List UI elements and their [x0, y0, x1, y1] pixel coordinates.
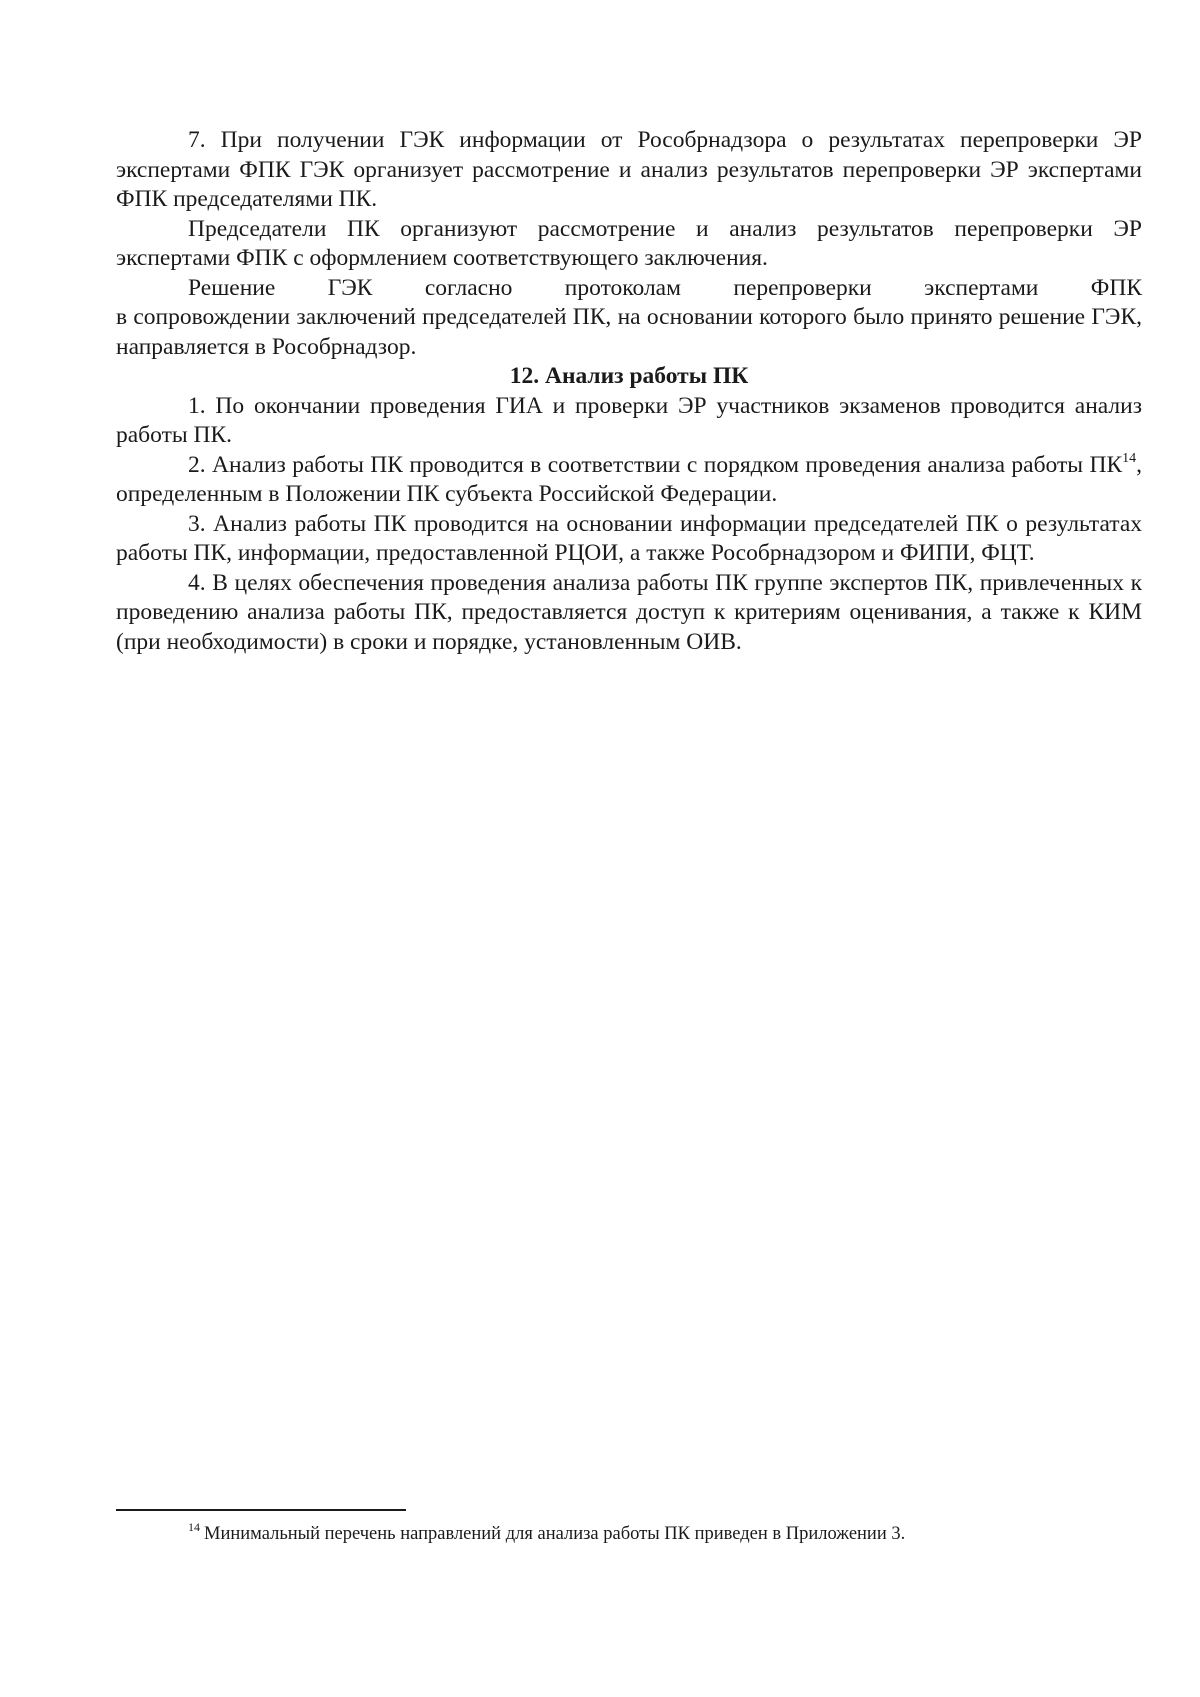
document-page	[116, 126, 1142, 657]
footnote-separator	[116, 1509, 406, 1511]
paragraph-decision-rest: в сопровождении заключений председателей ПК, на основании которого было принято решение ГЭК, направляется в Рособрнадзор.	[116, 304, 1142, 360]
paragraph-12-2-text-a: 2. Анализ работы ПК проводится в соответствии с порядком проведения анализа работы ПК	[188, 451, 1123, 478]
footnote-reference[interactable]: 14	[1122, 450, 1137, 466]
paragraph-decision-line1: Решение ГЭК согласно протоколам перепроверки экспертами ФПК	[188, 274, 1142, 301]
paragraph-7: 7. При получении ГЭК информации от Рособрнадзора о результатах перепроверки ЭР экспертами ФПК ГЭК организует рассмотрение и анализ результатов перепроверки ЭР экспертами ФПК председателями ПК.	[116, 127, 1142, 212]
paragraph-12-3: 3. Анализ работы ПК проводится на основании информации председателей ПК о результатах работы ПК, информации, предоставленной РЦОИ, а также Рособрнадзором и ФИПИ, ФЦТ.	[116, 510, 1142, 566]
paragraph-12-2-text-b: , определенным в Положении ПК субъекта Российской Федерации.	[116, 451, 1142, 507]
paragraph-12-1: 1. По окончании проведения ГИА и проверки ЭР участников экзаменов проводится анализ работы ПК.	[116, 392, 1142, 448]
footnote	[188, 1522, 1128, 1546]
paragraph-12-4: 4. В целях обеспечения проведения анализа работы ПК группе экспертов ПК, привлеченных к проведению анализа работы ПК, предоставляется доступ к критериям оценивания, а также к КИМ (при необходимости) в сроки и порядке, установленным ОИВ.	[116, 569, 1142, 655]
section-heading: 12. Анализ работы ПК	[509, 363, 749, 389]
footnote-number: 14	[188, 1520, 200, 1534]
paragraph-chairs: Председатели ПК организуют рассмотрение и анализ результатов перепроверки ЭР экспертами ФПК с оформлением соответствующего заключения.	[116, 215, 1142, 271]
footnote-text: Минимальный перечень направлений для анализа работы ПК приведен в Приложении 3.	[204, 1524, 906, 1544]
paragraph-12-2	[116, 451, 1142, 510]
